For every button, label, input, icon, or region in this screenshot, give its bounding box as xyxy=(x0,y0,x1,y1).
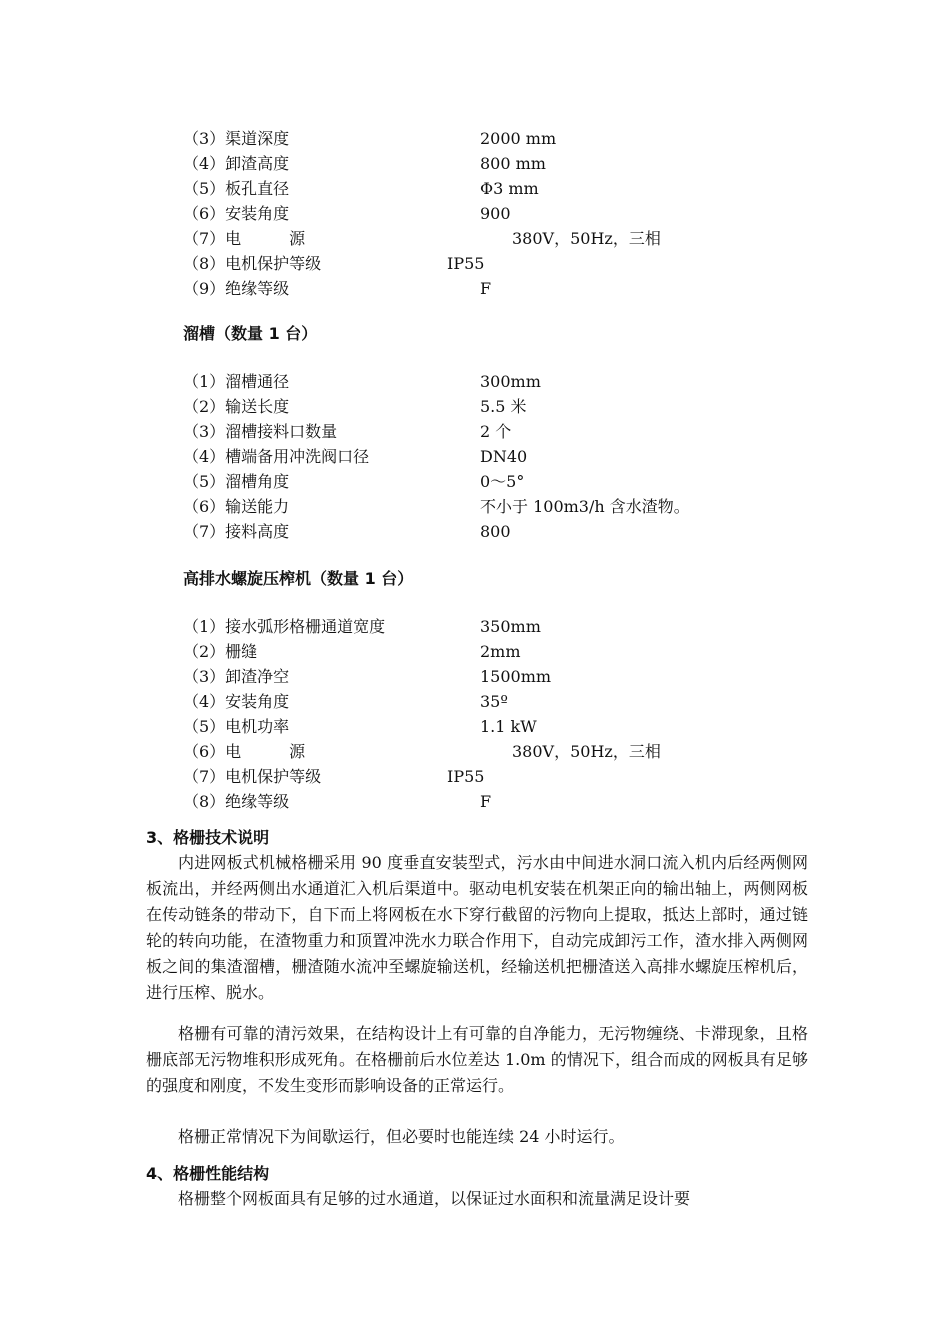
paragraph: 格栅正常情况下为间歇运行，但必要时也能连续 24 小时运行。 xyxy=(178,1127,625,1146)
param-value: DN40 xyxy=(480,447,528,466)
param-label: （1）溜槽通径 xyxy=(183,372,290,391)
param-row xyxy=(183,714,803,739)
param-row xyxy=(183,276,803,301)
param-value: 0～5° xyxy=(480,472,525,491)
param-value: 5.5 米 xyxy=(480,397,527,416)
param-label: （4）安装角度 xyxy=(183,692,290,711)
param-label: （7）接料高度 xyxy=(183,522,290,541)
param-label: （7）电机保护等级 xyxy=(183,767,322,786)
paragraph: 内进网板式机械格栅采用 90 度垂直安装型式，污水由中间进水洞口流入机内后经两侧网板流出，并经两侧出水通道汇入机后渠道中。驱动电机安装在机架正向的输出轴上，两侧网板在传动链条的带动下，自下而上将网板在水下穿行截留的污物向上提取，抵达上部时，通过链轮的转向功能，在渣物重力和顶置冲洗水力联合作用下，自动完成卸污工作，渣水排入两侧网板之间的集渣溜槽，栅渣随水流冲至螺旋输送机，经输送机把栅渣送入高排水螺旋压榨机后，进行压榨、脱水。 xyxy=(146,853,808,1002)
param-value: 1.1 kW xyxy=(480,717,537,736)
param-value: 900 xyxy=(480,204,511,223)
param-label: （5）电机功率 xyxy=(183,717,290,736)
param-label: （2）栅缝 xyxy=(183,642,258,661)
param-label: （3）卸渣净空 xyxy=(183,667,290,686)
param-row xyxy=(183,469,803,494)
param-row xyxy=(183,419,803,444)
param-row xyxy=(183,126,803,151)
param-list-grille xyxy=(183,126,803,301)
param-value: F xyxy=(480,279,492,298)
param-label: （8）电机保护等级 xyxy=(183,254,322,273)
param-row xyxy=(183,494,803,519)
param-value: 380V，50Hz，三相 xyxy=(512,742,661,761)
param-row xyxy=(183,251,803,276)
param-label: （6）安装角度 xyxy=(183,204,290,223)
param-row xyxy=(183,764,803,789)
param-value: 380V，50Hz，三相 xyxy=(512,229,661,248)
param-value: 2mm xyxy=(480,642,521,661)
section-title-4: 4、格栅性能结构 xyxy=(146,1164,270,1183)
param-list-screw-press xyxy=(183,614,803,814)
param-value: 800 xyxy=(480,522,511,541)
param-value: IP55 xyxy=(447,767,485,786)
param-value: 800 mm xyxy=(480,154,546,173)
param-value: 不小于 100m3/h 含水渣物。 xyxy=(480,497,690,516)
param-label: （7）电 源 xyxy=(183,229,306,248)
param-label: （3）渠道深度 xyxy=(183,129,290,148)
param-value: 1500mm xyxy=(480,667,552,686)
param-row xyxy=(183,614,803,639)
paragraph: 格栅整个网板面具有足够的过水通道，以保证过水面积和流量满足设计要 xyxy=(178,1189,691,1208)
param-value: 2 个 xyxy=(480,422,512,441)
param-row xyxy=(183,176,803,201)
heading-chute: 溜槽（数量 1 台） xyxy=(183,324,318,343)
param-row xyxy=(183,789,803,814)
param-row xyxy=(183,151,803,176)
param-label: （9）绝缘等级 xyxy=(183,279,290,298)
param-label: （6）电 源 xyxy=(183,742,306,761)
section-title-3: 3、格栅技术说明 xyxy=(146,828,270,847)
param-value: 350mm xyxy=(480,617,541,636)
param-row xyxy=(183,369,803,394)
param-label: （5）溜槽角度 xyxy=(183,472,290,491)
param-value: 2000 mm xyxy=(480,129,557,148)
param-row xyxy=(183,739,803,764)
param-row xyxy=(183,226,803,251)
param-row xyxy=(183,394,803,419)
param-row xyxy=(183,519,803,544)
param-value: 35º xyxy=(480,692,508,711)
param-value: Φ3 mm xyxy=(480,179,539,198)
param-value: F xyxy=(480,792,492,811)
param-label: （2）输送长度 xyxy=(183,397,290,416)
param-label: （5）板孔直径 xyxy=(183,179,290,198)
param-row xyxy=(183,444,803,469)
param-label: （4）卸渣高度 xyxy=(183,154,290,173)
param-row xyxy=(183,639,803,664)
paragraph: 格栅有可靠的清污效果，在结构设计上有可靠的自净能力，无污物缠绕、卡滞现象，且格栅底部无污物堆积形成死角。在格栅前后水位差达 1.0m 的情况下，组合而成的网板具有足够的强度和刚度，不发生变形而影响设备的正常运行。 xyxy=(146,1024,808,1095)
param-label: （1）接水弧形格栅通道宽度 xyxy=(183,617,386,636)
param-label: （4）槽端备用冲洗阀口径 xyxy=(183,447,370,466)
param-label: （8）绝缘等级 xyxy=(183,792,290,811)
param-value: IP55 xyxy=(447,254,485,273)
param-value: 300mm xyxy=(480,372,541,391)
heading-screw-press: 高排水螺旋压榨机（数量 1 台） xyxy=(183,569,414,588)
param-list-chute xyxy=(183,369,803,544)
param-row xyxy=(183,201,803,226)
param-label: （3）溜槽接料口数量 xyxy=(183,422,338,441)
param-label: （6）输送能力 xyxy=(183,497,290,516)
param-row xyxy=(183,689,803,714)
param-row xyxy=(183,664,803,689)
